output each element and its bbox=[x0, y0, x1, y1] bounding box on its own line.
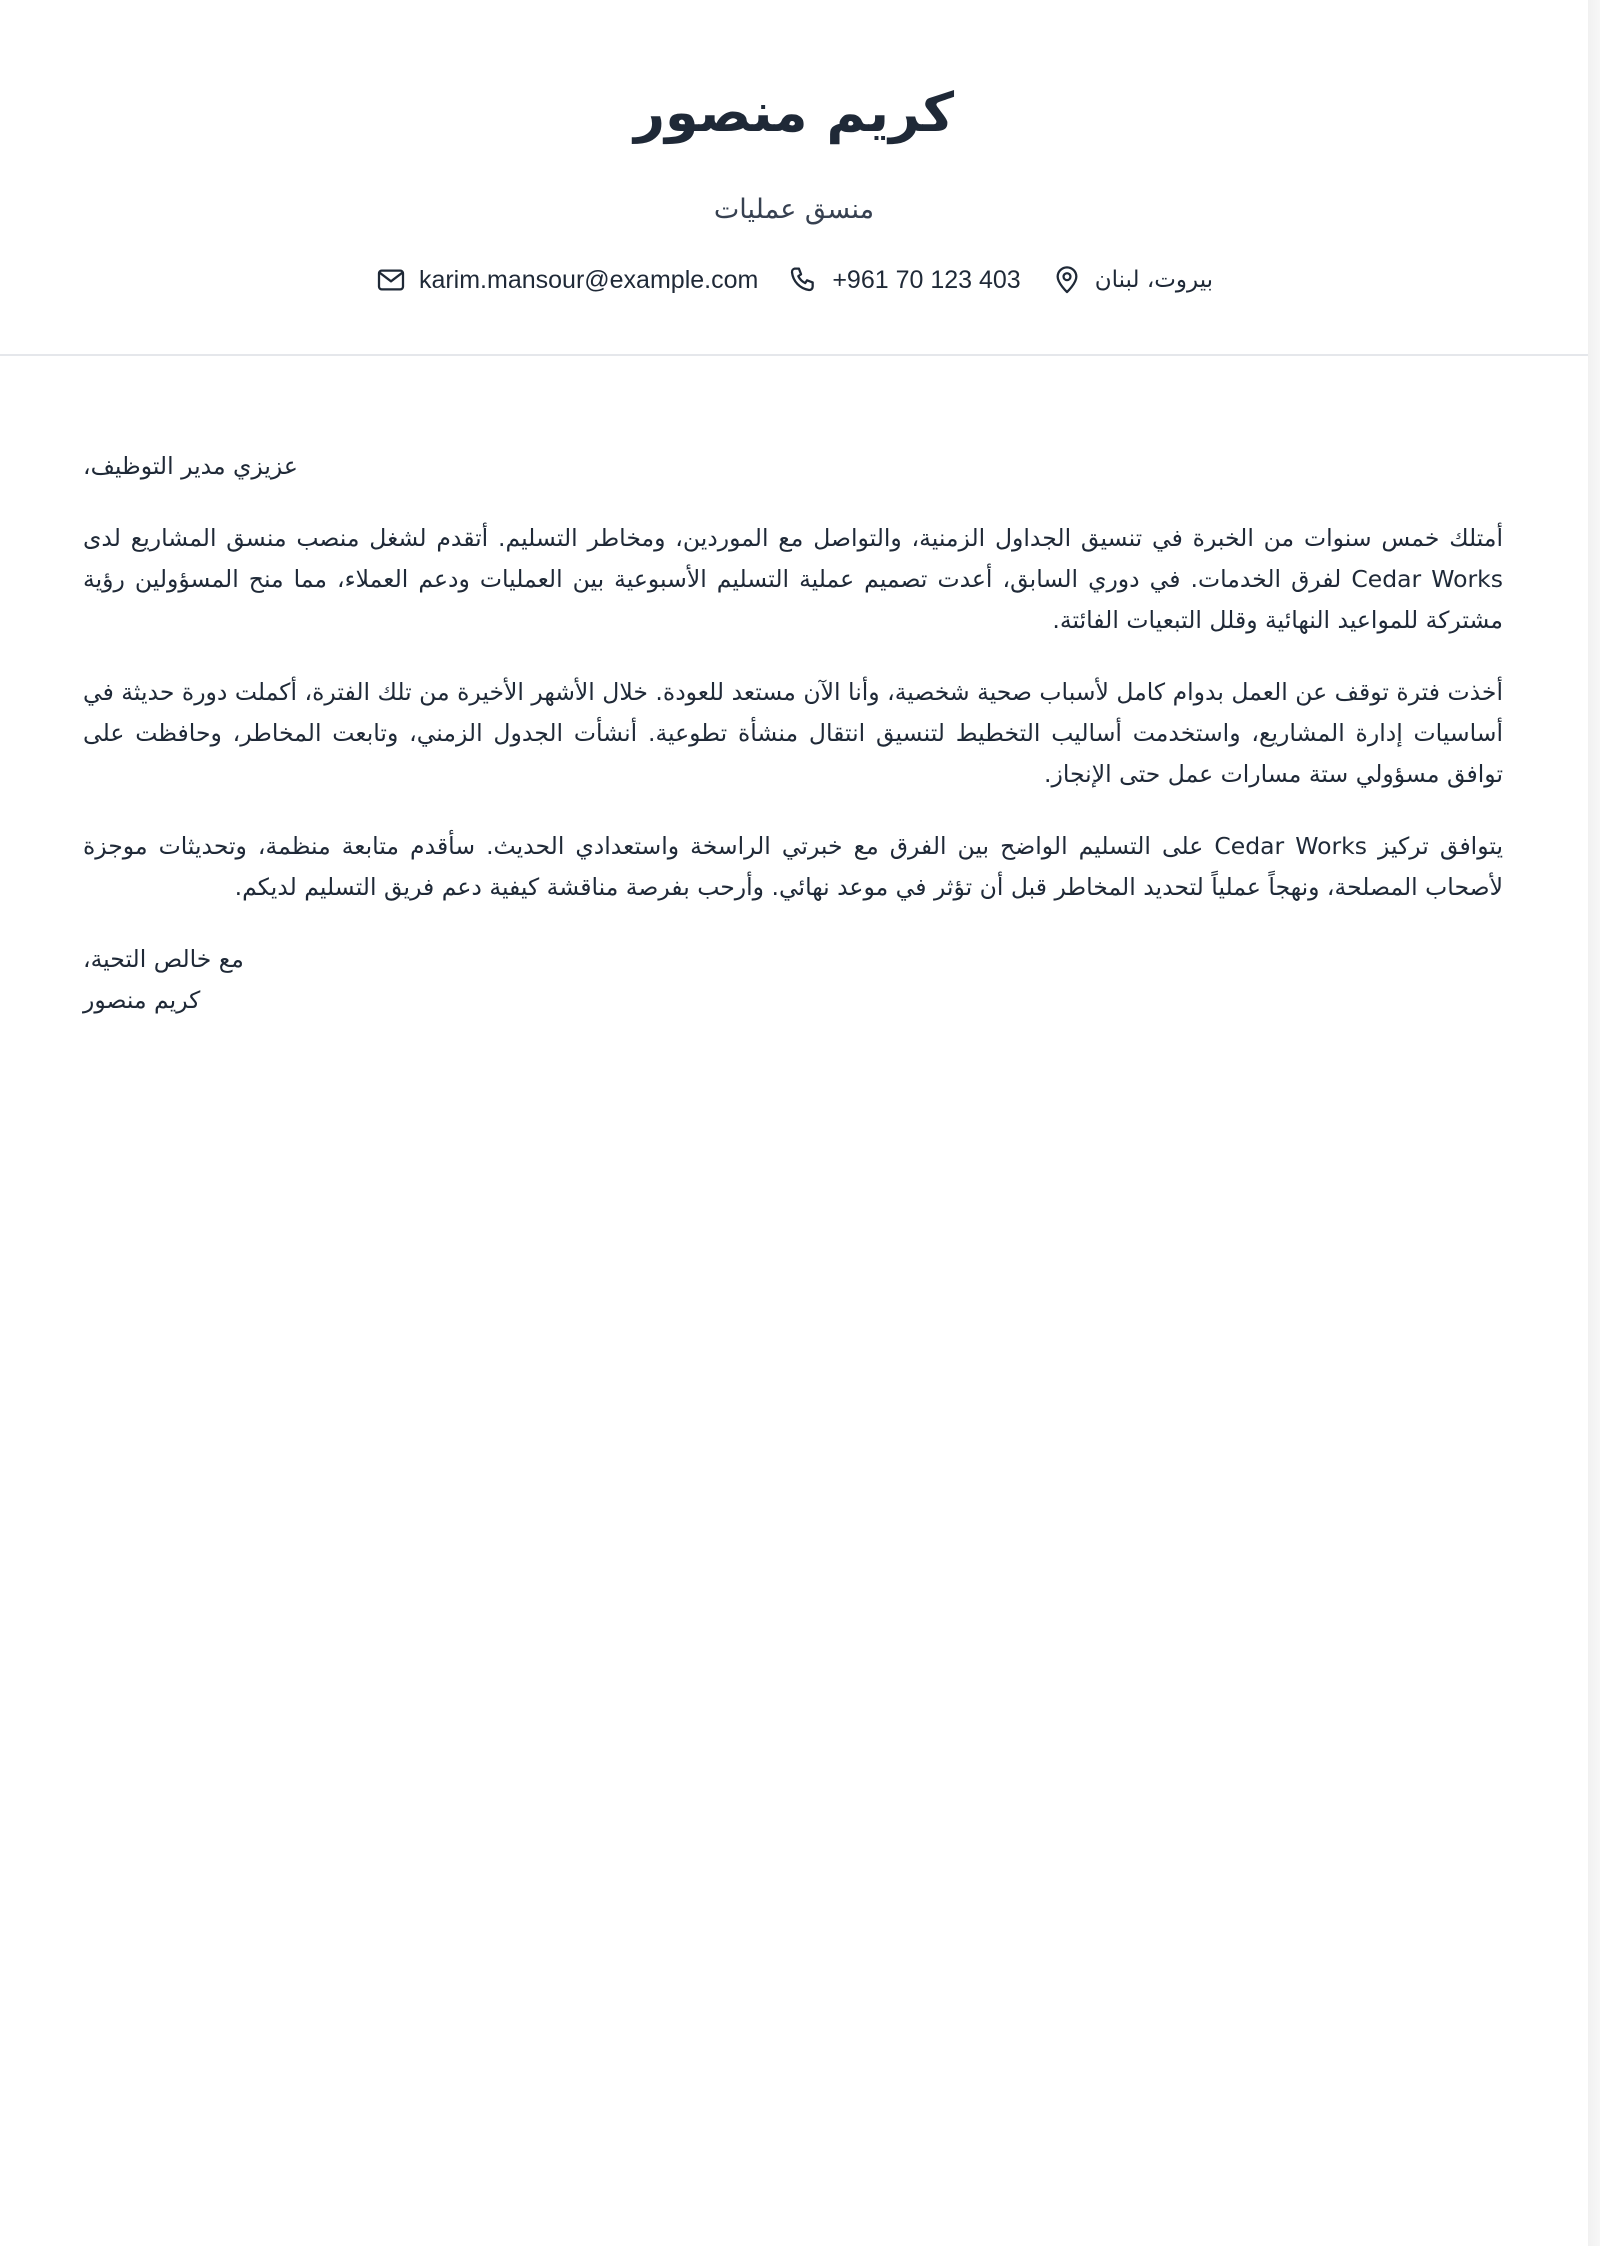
applicant-name: كريم منصور bbox=[633, 81, 955, 144]
envelope-icon bbox=[375, 264, 407, 296]
contact-row bbox=[0, 260, 1588, 300]
email-text: karim.mansour@example.com bbox=[418, 265, 759, 294]
letter-paragraph-2: أخذت فترة توقف عن العمل بدوام كامل لأسباب صحية شخصية، وأنا الآن مستعد للعودة. خلال الأشهر الأخيرة من تلك الفترة، أكملت دورة حديثة في أساسيات إدارة المشاريع، واستخدمت أساليب التخطيط لتنسيق انتقال منشأة تطوعية. أنشأت الجدول الزمني، وتابعت المخاطر، وحافظت على توافق مسؤولي ستة مسارات عمل حتى الإنجاز. bbox=[83, 678, 1503, 788]
location-text: بيروت، لبنان bbox=[1094, 267, 1214, 293]
letter-closing-block bbox=[83, 939, 1503, 1021]
contact-location bbox=[1051, 264, 1213, 296]
page-edge-shade bbox=[1588, 0, 1600, 2246]
salutation: عزيزي مدير التوظيف، bbox=[83, 452, 298, 480]
applicant-role: منسق عمليات bbox=[713, 194, 875, 225]
signature: كريم منصور bbox=[83, 986, 201, 1014]
phone-text: +961 70 123 403 bbox=[832, 265, 1021, 294]
closing-line: مع خالص التحية، bbox=[83, 945, 244, 973]
phone-icon bbox=[788, 264, 820, 296]
letter-paragraph-1: أمتلك خمس سنوات من الخبرة في تنسيق الجداول الزمنية، والتواصل مع الموردين، ومخاطر التسليم. أتقدم لشغل منصب منسق المشاريع لدى Cedar Works لفرق الخدمات. في دوري السابق، أعدت تصميم عملية التسليم الأسبوعية بين العمليات ودعم العملاء، مما منح المسؤولين رؤية مشتركة للمواعيد النهائية وقلل التبعيات الفائتة. bbox=[83, 524, 1503, 634]
letter-body bbox=[83, 446, 1503, 1021]
map-pin-icon bbox=[1051, 264, 1083, 296]
contact-email[interactable] bbox=[375, 264, 758, 296]
contact-phone[interactable] bbox=[788, 264, 1020, 296]
letter-header bbox=[0, 0, 1588, 356]
letter-paragraph-3: يتوافق تركيز Cedar Works على التسليم الواضح بين الفرق مع خبرتي الراسخة واستعدادي الحديث. سأقدم متابعة منظمة، وتحديثات موجزة لأصحاب المصلحة، ونهجاً عملياً لتحديد المخاطر قبل أن تؤثر في موعد نهائي. وأرحب بفرصة مناقشة كيفية دعم فريق التسليم لديكم. bbox=[83, 832, 1503, 901]
